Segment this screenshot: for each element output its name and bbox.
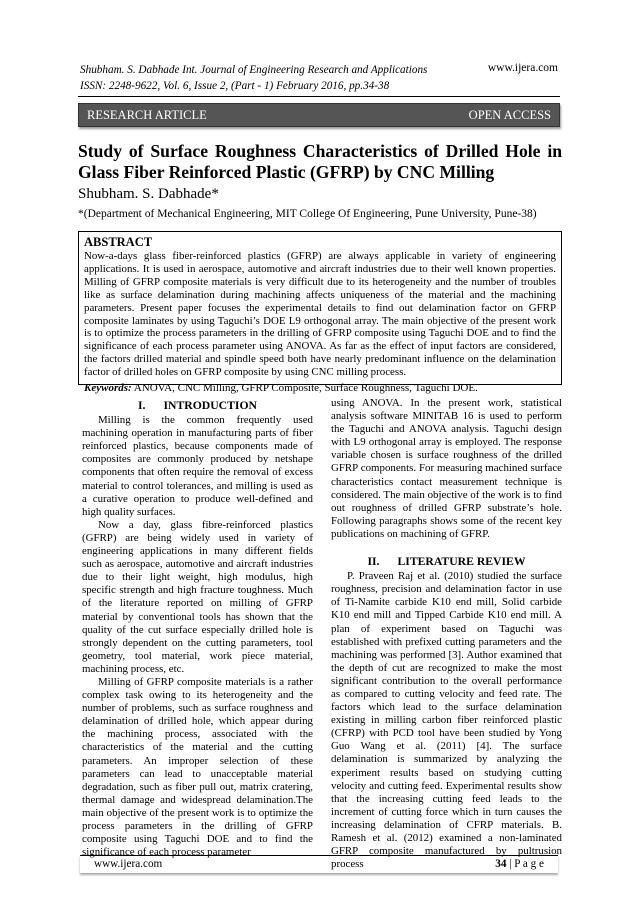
footer-page-number	[495, 856, 544, 873]
right-column	[331, 397, 562, 871]
page-footer	[80, 855, 558, 873]
intro-paragraph-1: Milling is the common frequently used machining operation in manufacturing parts of fiber reinforced plastics, because components made of composites are commonly produced by netshape components that often require the removal of excess material to control tolerances, and milling is used as a curative operation to produce well-defined and high quality surfaces.	[82, 414, 313, 518]
intro-paragraph-3: Milling of GFRP composite materials is a rather complex task owing to its heterogeneity and the number of problems, such as surface roughness and delamination of drilled hole, which appear during the machining process, associated with the characteristics of the material and the cutting parameters. An improper selection of these parameters can lead to unacceptable material degradation, such as fiber pull out, matrix cratering, thermal damage and widespread delamination.The main objective of the present work is to optimize the process parameters in the drilling of GFRP composite using Taguchi DOE and to find the significance of each process parameter	[82, 675, 313, 859]
abstract-box	[78, 231, 562, 395]
research-article-label: RESEARCH ARTICLE	[87, 108, 207, 122]
abstract-heading: ABSTRACT	[84, 235, 153, 249]
intro-paragraph-2: Now a day, glass fibre-reinforced plastics (GFRP) are being widely used in variety of engineering applications in many different fields such as aerospace, automotive and aircraft industries due to their light weight, high modulus, high specific strength and high fracture toughness. Much of the literature reported on milling of GFRP material by conventional tools has shown that the quality of the cut surface especially drilled hole is strongly dependent on the cutting parameters, tool geometry, tool material, work piece material, machining process, etc.	[82, 518, 313, 675]
section-number: I.	[138, 399, 146, 412]
article-title: Study of Surface Roughness Characteristics of Drilled Hole in Glass Fiber Reinforced Plastic (GFRP) by CNC Milling	[78, 141, 562, 182]
running-header-citation	[80, 62, 500, 94]
keywords-line	[84, 381, 556, 395]
page-number: 34	[495, 858, 507, 870]
keywords-label: Keywords:	[84, 382, 132, 395]
article-type-banner	[78, 103, 560, 127]
open-access-label: OPEN ACCESS	[468, 108, 551, 122]
section-number: II.	[367, 555, 380, 569]
section-heading-introduction	[82, 399, 313, 412]
header-website: www.ijera.com	[487, 62, 558, 74]
author-name: Shubham. S. Dabhade*	[78, 186, 219, 202]
abstract-text: Now-a-days glass fiber-reinforced plastics (GFRP) are always applicable in variety of engineering applications. It is used in aerospace, automotive and aircraft industries due to their well known properties. Milling of GFRP composite materials is very difficult due to its heterogeneity and the number of troubles like as surface delamination during machining affects uniqueness of the material and the machining parameters. Present paper focuses the experimental details to find out delamination factor on GFRP composite laminates by using Taguchi’s DOE L9 orthogonal array. The main objective of the present work is to optimize the process parameters in the drilling of GFRP composite using Taguchi DOE and to find the significance of each process parameter using ANOVA. As far as the effect of input factors are considered, the factors drilled material and spindle speed both have nearly predominant influence on the delamination factor of drilled holes on GFRP composite by using CNC milling process.	[84, 250, 556, 379]
footer-website: www.ijera.com	[94, 858, 163, 870]
section-heading-literature-review	[331, 555, 562, 568]
left-column	[82, 397, 313, 859]
citation-line-2: ISSN: 2248-9622, Vol. 6, Issue 2, (Part - 1) February 2016, pp.34-38	[80, 80, 390, 92]
section-title: LITERATURE REVIEW	[397, 555, 526, 569]
keywords-list: ANOVA, CNC Milling, GFRP Composite, Surface Roughness, Taguchi DOE.	[131, 382, 478, 395]
section-title: INTRODUCTION	[163, 399, 257, 412]
author-affiliation: *(Department of Mechanical Engineering, MIT College Of Engineering, Pune University, Pune-38)	[78, 208, 537, 220]
citation-line-1: Shubham. S. Dabhade Int. Journal of Engineering Research and Applications	[80, 64, 428, 76]
page-label: | P a g e	[506, 858, 544, 870]
literature-paragraph-1: P. Praveen Raj et al. (2010) studied the surface roughness, precision and delamination factor in use of Ti-Namite carbide K10 end mill, Solid carbide K10 end mill and Tipped Carbide K10 end mill. A plan of experiment based on Taguchi was established with prefixed cutting parameters and the machining was performed [3]. Author examined that the depth of cut are recognized to make the most significant contribution to the overall performance as compared to cutting velocity and feed rate. The factors which lead to the surface delamination existing in milling carbon fiber reinforced plastic (CFRP) with PCD tool have been studied by Yong Guo Wang et al. (2011) [4]. The surface delamination is summarized by analyzing the experiment results based on studying cutting velocity and cutting feed. Experimental results show that the increasing cutting feed leads to the increment of cutting force which in turn causes the increasing delamination of CFRP materials. B. Ramesh et al. (2012) examined a non-laminated GFRP composite manufactured by pultrusion process	[331, 570, 562, 871]
intro-paragraph-4: using ANOVA. In the present work, statistical analysis software MINITAB 16 is used to perform the Taguchi and ANOVA analysis. Taguchi design with L9 orthogonal array is employed. The response variable chosen is surface roughness of the drilled GFRP components. For measuring machined surface characteristics contact measurement technique is considered. The main objective of the work is to find out roughness of drilled GFRP substrate’s hole. Following paragraphs shows some of the recent key publications on machining of GFRP.	[331, 397, 562, 540]
header-divider	[78, 96, 560, 97]
